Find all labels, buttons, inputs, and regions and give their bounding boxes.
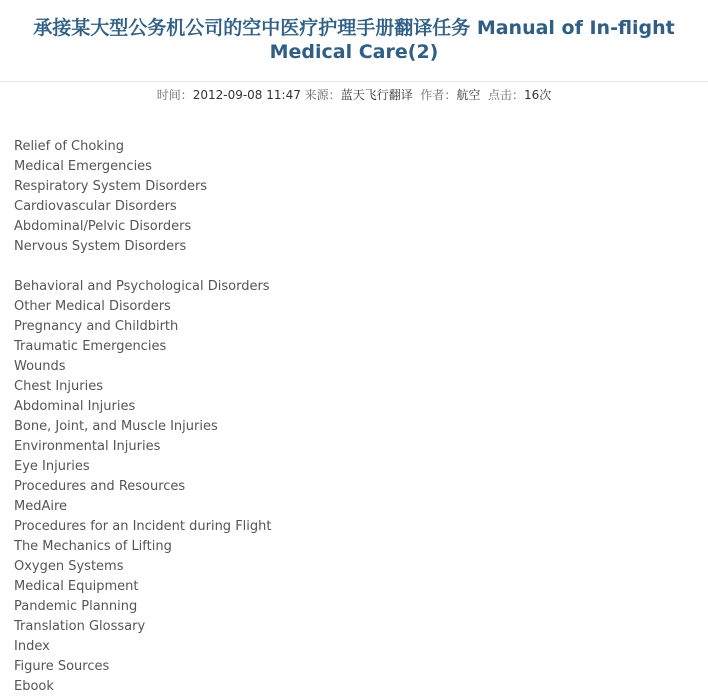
contents-item: Cardiovascular Disorders bbox=[14, 199, 177, 214]
contents-item: Pandemic Planning bbox=[14, 599, 138, 614]
contents-item: Environmental Injuries bbox=[14, 439, 161, 454]
clicks-value: 16次 bbox=[524, 88, 552, 102]
article-header bbox=[0, 0, 708, 82]
article-meta bbox=[0, 86, 708, 104]
contents-item: Chest Injuries bbox=[14, 379, 103, 394]
contents-item: Oxygen Systems bbox=[14, 559, 124, 574]
contents-item: Procedures and Resources bbox=[14, 479, 186, 494]
contents-item: Figure Sources bbox=[14, 659, 110, 674]
author-label: 作者： bbox=[420, 88, 457, 102]
article-title: 承接某大型公务机公司的空中医疗护理手册翻译任务 Manual of In-flight Medical Care(2) bbox=[33, 17, 675, 63]
contents-item: MedAire bbox=[14, 499, 68, 514]
source-value: 蓝天飞行翻译 bbox=[340, 88, 413, 102]
time-value: 2012-09-08 11:47 bbox=[192, 88, 301, 102]
source-label: 来源： bbox=[304, 88, 341, 102]
article-body bbox=[14, 137, 698, 697]
contents-item: Bone, Joint, and Muscle Injuries bbox=[14, 419, 218, 434]
contents-item: Translation Glossary bbox=[14, 619, 146, 634]
contents-item: Medical Equipment bbox=[14, 579, 139, 594]
contents-item: Nervous System Disorders bbox=[14, 239, 187, 254]
contents-item: Eye Injuries bbox=[14, 459, 90, 474]
clicks-label: 点击： bbox=[488, 88, 525, 102]
contents-item: Index bbox=[14, 639, 50, 654]
contents-item: Abdominal Injuries bbox=[14, 399, 136, 414]
contents-item: Procedures for an Incident during Flight bbox=[14, 519, 272, 534]
contents-item: Traumatic Emergencies bbox=[14, 339, 167, 354]
time-label: 时间： bbox=[156, 88, 193, 102]
contents-item: Respiratory System Disorders bbox=[14, 179, 208, 194]
contents-list-part-1 bbox=[14, 137, 698, 257]
contents-item: Relief of Choking bbox=[14, 139, 124, 154]
contents-item: Abdominal/Pelvic Disorders bbox=[14, 219, 192, 234]
contents-item: Other Medical Disorders bbox=[14, 299, 171, 314]
author-value: 航空 bbox=[456, 88, 481, 102]
contents-item: Pregnancy and Childbirth bbox=[14, 319, 179, 334]
contents-item: Behavioral and Psychological Disorders bbox=[14, 279, 270, 294]
contents-list-part-2 bbox=[14, 277, 698, 697]
contents-item: Wounds bbox=[14, 359, 66, 374]
contents-item: Medical Emergencies bbox=[14, 159, 152, 174]
contents-item: Ebook bbox=[14, 679, 54, 694]
contents-item: The Mechanics of Lifting bbox=[14, 539, 172, 554]
